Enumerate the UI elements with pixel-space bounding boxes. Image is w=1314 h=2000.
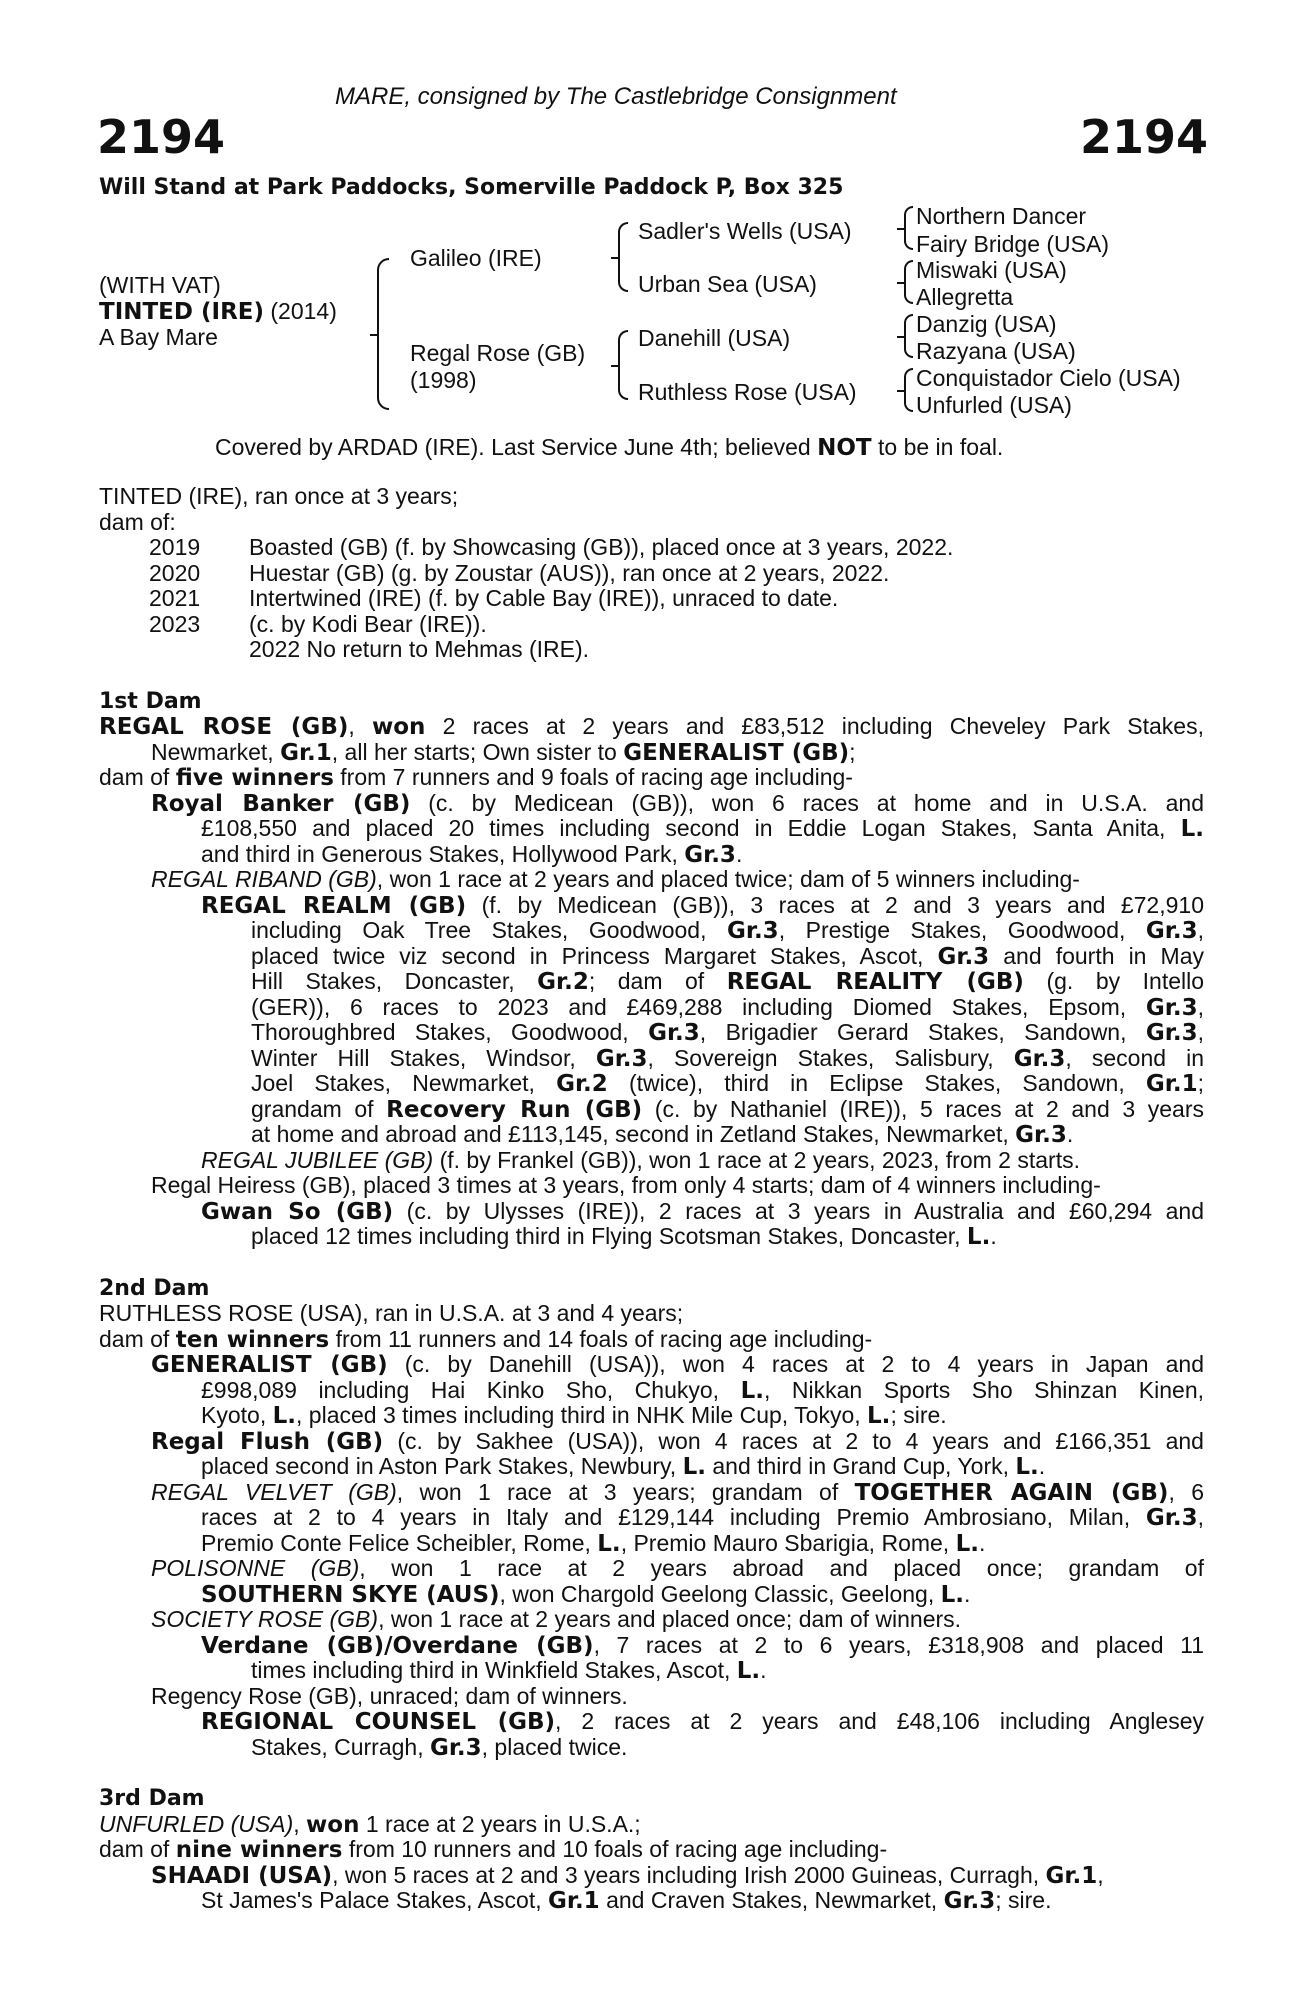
first-dam-line xyxy=(99,740,1204,766)
text: , Sovereign Stakes, Salisbury, xyxy=(647,1044,1014,1071)
covered-not: NOT xyxy=(817,435,872,461)
second-dam-line: RUTHLESS ROSE (USA), ran in U.S.A. at 3 and 4 years; xyxy=(99,1300,684,1326)
text: ; sire. xyxy=(890,1402,947,1428)
grade: L. xyxy=(597,1530,621,1557)
sep: , xyxy=(293,1810,307,1837)
sire-name: Galileo (IRE) xyxy=(410,245,542,271)
second-dam-line xyxy=(99,1327,1204,1353)
grade: Gr.3 xyxy=(1013,1045,1066,1072)
text: Thoroughbred Stakes, Goodwood, xyxy=(251,1019,649,1045)
gwan-so-line xyxy=(99,1199,1204,1225)
text: . xyxy=(735,840,743,867)
text: (GER)), 6 races to 2023 and £469,288 including Diomed Stakes, Epsom, xyxy=(251,993,1146,1020)
covered-note xyxy=(215,435,1003,462)
regal-realm-line xyxy=(99,944,1204,970)
text: , won 1 race at 3 years; grandam of xyxy=(396,1478,855,1505)
grade: Gr.3 xyxy=(1145,1505,1198,1531)
regal-flush-line xyxy=(99,1429,1204,1455)
text: . xyxy=(1038,1453,1046,1479)
grade: Gr.3 xyxy=(727,918,779,944)
gen4-northern-dancer: Northern Dancer xyxy=(916,203,1087,229)
text: (c. by Ulysses (IRE)), 2 races at 3 years in Australia and £60,294 and xyxy=(393,1197,1204,1224)
horse-name: REGIONAL COUNSEL (GB) xyxy=(201,1709,556,1735)
text: , xyxy=(1197,993,1204,1020)
grade: L. xyxy=(955,1530,979,1557)
text: Winter Hill Stakes, Windsor, xyxy=(251,1044,596,1071)
produce-text: 2022 No return to Mehmas (IRE). xyxy=(249,636,590,662)
grade: L. xyxy=(682,1454,706,1480)
produce-entry xyxy=(99,586,1204,612)
text: dam of xyxy=(99,764,176,790)
text: £998,089 including Hai Kinko Sho, Chukyo, xyxy=(201,1376,741,1403)
regal-realm-line xyxy=(99,893,1204,919)
polisonne-line xyxy=(99,1582,1204,1608)
text: . xyxy=(1066,1121,1074,1147)
covered-text: Covered by ARDAD (IRE). Last Service June 4th; believed xyxy=(215,434,818,460)
grade: L. xyxy=(867,1403,891,1429)
grade: L. xyxy=(1015,1454,1039,1480)
royal-banker-line xyxy=(99,791,1204,817)
grade: L. xyxy=(940,1581,965,1608)
text: , won 5 races at 2 and 3 years including Irish 2000 Guineas, Curragh, xyxy=(332,1861,1046,1888)
stand-location: Will Stand at Park Paddocks, Somerville Paddock P, Box 325 xyxy=(99,175,844,200)
first-dam-heading: 1st Dam xyxy=(99,688,202,714)
gen4-unfurled: Unfurled (USA) xyxy=(916,392,1072,418)
gen4-conquistador-cielo: Conquistador Cielo (USA) xyxy=(916,365,1181,391)
text: grandam of xyxy=(251,1095,387,1122)
text: from 11 runners and 14 foals of racing age including- xyxy=(329,1325,873,1352)
grade: Gr.3 xyxy=(943,1888,996,1914)
text: Newmarket, xyxy=(151,738,281,765)
text: ; dam of xyxy=(588,968,727,994)
text: , won 1 race at 2 years abroad and placed once; grandam of xyxy=(359,1555,1204,1581)
regal-realm-line xyxy=(99,1097,1204,1123)
dam-name: UNFURLED (USA) xyxy=(99,1810,294,1837)
won: won xyxy=(306,1811,360,1838)
second-dam-heading: 2nd Dam xyxy=(99,1275,210,1301)
grade: Gr.3 xyxy=(1145,918,1198,944)
catalogue-body xyxy=(99,484,1204,1914)
text: . xyxy=(990,1223,997,1249)
text: including Oak Tree Stakes, Goodwood, xyxy=(251,917,727,943)
regal-velvet-line xyxy=(99,1505,1204,1531)
text: (c. by Medicean (GB)), won 6 races at home and in U.S.A. and xyxy=(410,789,1204,816)
text: Kyoto, xyxy=(201,1402,273,1428)
grade: Gr.3 xyxy=(684,841,736,868)
text: Hill Stakes, Doncaster, xyxy=(251,968,538,994)
gen4-miswaki: Miswaki (USA) xyxy=(916,257,1067,283)
generalist-line xyxy=(99,1378,1204,1404)
regal-realm-line xyxy=(99,918,1204,944)
horse-name: REGAL VELVET (GB) xyxy=(151,1478,397,1505)
text: and third in Grand Cup, York, xyxy=(705,1453,1016,1479)
text: dam of xyxy=(99,1836,176,1862)
text: (c. by Nathaniel (IRE)), 5 races at 2 and 3 years xyxy=(642,1095,1204,1122)
text: , Nikkan Sports Sho Shinzan Kinen, xyxy=(763,1376,1205,1403)
text: . xyxy=(964,1580,971,1607)
winners-count: nine winners xyxy=(175,1837,343,1863)
grade: Gr.3 xyxy=(429,1734,482,1761)
gen3-sadlers-wells: Sadler's Wells (USA) xyxy=(638,218,852,244)
grade: Gr.2 xyxy=(556,1071,608,1097)
produce-year: 2019 xyxy=(149,534,201,560)
grade: Gr.3 xyxy=(648,1020,700,1046)
grade: Gr.1 xyxy=(280,739,332,766)
brace-gen4-2 xyxy=(904,260,913,304)
text: , all her starts; Own sister to xyxy=(331,738,624,765)
regal-riband-line xyxy=(99,867,1204,893)
verdane-line xyxy=(99,1658,1204,1684)
text: , Brigadier Gerard Stakes, Sandown, xyxy=(699,1019,1146,1045)
regal-velvet-line xyxy=(99,1531,1204,1557)
winners-count: five winners xyxy=(175,765,334,791)
regal-realm-line xyxy=(99,1020,1204,1046)
produce-text: Huestar (GB) (g. by Zoustar (AUS)), ran once at 2 years, 2022. xyxy=(249,559,890,586)
text: Premio Conte Felice Scheibler, Rome, xyxy=(201,1529,598,1556)
text: ; xyxy=(1197,1070,1204,1096)
consignment-line: MARE, consigned by The Castlebridge Consignment xyxy=(335,83,897,110)
text: (f. by Medicean (GB)), 3 races at 2 and 3 years and £72,910 xyxy=(466,891,1204,918)
regional-counsel-line xyxy=(99,1709,1204,1735)
text: dam of xyxy=(99,1325,176,1352)
regal-realm-line xyxy=(99,1071,1204,1097)
horse-name: REGAL JUBILEE (GB) xyxy=(201,1146,434,1173)
grade: Gr.3 xyxy=(1145,994,1198,1021)
text: (c. by Sakhee (USA)), won 4 races at 2 to 4 years and £166,351 and xyxy=(383,1427,1204,1454)
horse-name: Recovery Run (GB) xyxy=(386,1096,643,1123)
text: from 7 runners and 9 foals of racing age including- xyxy=(333,764,853,790)
text: St James's Palace Stakes, Ascot, xyxy=(201,1887,548,1913)
horse-year: (2014) xyxy=(264,298,337,324)
text: . xyxy=(760,1657,767,1683)
regal-flush-line xyxy=(99,1454,1204,1480)
text: placed 12 times including third in Flying Scotsman Stakes, Doncaster, xyxy=(251,1223,967,1249)
text: (c. by Danehill (USA)), won 4 races at 2 to 4 years in Japan and xyxy=(387,1351,1204,1377)
produce-entry xyxy=(99,637,1204,663)
horse-name: Verdane (GB)/Overdane (GB) xyxy=(201,1632,594,1659)
produce-entry xyxy=(99,612,1204,638)
third-dam-line xyxy=(99,1812,1204,1838)
regal-jubilee-line xyxy=(99,1148,1204,1174)
text: Stakes, Curragh, xyxy=(251,1733,430,1760)
gen3-danehill: Danehill (USA) xyxy=(638,325,791,351)
horse-name-line xyxy=(99,299,337,326)
horse-name: TOGETHER AGAIN (GB) xyxy=(854,1479,1169,1506)
grade: L. xyxy=(272,1403,297,1429)
winners-count: ten winners xyxy=(175,1326,330,1353)
grade: L. xyxy=(1180,816,1204,842)
text: 2 races at 2 years and £83,512 including Cheveley Park Stakes, xyxy=(425,713,1204,739)
regal-realm-line xyxy=(99,1122,1204,1148)
text: . xyxy=(979,1529,986,1556)
grade: Gr.1 xyxy=(548,1888,600,1914)
regal-heiress-line: Regal Heiress (GB), placed 3 times at 3 years, from only 4 starts; dam of 4 winners including- xyxy=(151,1172,1101,1198)
verdane-line xyxy=(99,1633,1204,1659)
polisonne-line xyxy=(99,1556,1204,1582)
text: races at 2 to 4 years in Italy and £129,144 including Premio Ambrosiano, Milan, xyxy=(201,1504,1146,1530)
text: , xyxy=(1197,917,1204,943)
text: , Prestige Stakes, Goodwood, xyxy=(778,917,1146,943)
gen3-ruthless-rose: Ruthless Rose (USA) xyxy=(638,379,857,405)
brace-gen4-4 xyxy=(904,368,913,412)
horse-name: POLISONNE (GB) xyxy=(151,1555,360,1581)
text: and fourth in May xyxy=(989,942,1204,969)
text: ; xyxy=(849,738,856,765)
text: , won 1 race at 2 years and placed twice; dam of 5 winners including- xyxy=(376,866,1080,892)
brace-gen4-1 xyxy=(904,206,913,250)
society-rose-line xyxy=(99,1607,1204,1633)
text: , placed twice. xyxy=(481,1733,628,1760)
produce-year: 2023 xyxy=(149,610,201,637)
brace-gen4-3 xyxy=(904,314,913,358)
text: from 10 runners and 10 foals of racing age including- xyxy=(342,1836,888,1862)
gwan-so-line xyxy=(99,1224,1204,1250)
text: (twice), third in Eclipse Stakes, Sandown, xyxy=(607,1070,1146,1096)
horse-name: TINTED (IRE) xyxy=(99,299,264,325)
grade: L. xyxy=(736,1658,761,1684)
produce-entry xyxy=(99,561,1204,587)
produce-entry xyxy=(99,535,1204,561)
lot-number-left: 2194 xyxy=(97,110,226,164)
generalist-line xyxy=(99,1352,1204,1378)
horse-name: REGAL REALITY (GB) xyxy=(726,969,1024,995)
grade: L. xyxy=(740,1377,764,1404)
text: , won 1 race at 2 years and placed once; dam of winners. xyxy=(378,1606,962,1632)
horse-name: SOUTHERN SKYE (AUS) xyxy=(201,1581,500,1608)
generalist-line xyxy=(99,1403,1204,1429)
grade: Gr.1 xyxy=(1145,1071,1198,1097)
gen4-fairy-bridge: Fairy Bridge (USA) xyxy=(916,231,1109,257)
regal-realm-line xyxy=(99,995,1204,1021)
text: placed second in Aston Park Stakes, Newbury, xyxy=(201,1453,683,1479)
text: (f. by Frankel (GB)), won 1 race at 2 years, 2023, from 2 starts. xyxy=(433,1146,1080,1173)
produce-year: 2021 xyxy=(149,585,201,611)
horse-description: A Bay Mare xyxy=(99,324,218,350)
royal-banker-line xyxy=(99,816,1204,842)
horse-name: REGAL REALM (GB) xyxy=(201,892,467,919)
produce-dam-of: dam of: xyxy=(99,508,176,535)
horse-name: Regal Flush (GB) xyxy=(151,1428,384,1455)
horse-name: Royal Banker (GB) xyxy=(151,790,411,817)
third-dam-line xyxy=(99,1837,1204,1863)
text: , xyxy=(1097,1861,1104,1888)
text: , 7 races at 2 to 6 years, £318,908 and placed 11 xyxy=(593,1631,1204,1658)
dam-year: (1998) xyxy=(410,367,477,393)
text: , 6 xyxy=(1168,1478,1204,1505)
grade: Gr.3 xyxy=(1145,1020,1198,1046)
first-dam-line xyxy=(99,765,1204,791)
horse-name: Gwan So (GB) xyxy=(201,1198,394,1225)
vat-note: (WITH VAT) xyxy=(99,272,221,298)
text: at home and abroad and £113,145, second in Zetland Stakes, Newmarket, xyxy=(251,1121,1016,1147)
text: 1 race at 2 years in U.S.A.; xyxy=(359,1810,641,1837)
sep: , xyxy=(348,713,372,739)
dam-name: Regal Rose (GB) xyxy=(410,340,586,366)
regal-realm-line xyxy=(99,1046,1204,1072)
produce-text: Intertwined (IRE) (f. by Cable Bay (IRE)), unraced to date. xyxy=(249,585,839,611)
produce-year: 2020 xyxy=(149,559,201,586)
produce-text: (c. by Kodi Bear (IRE)). xyxy=(249,610,487,637)
text: , xyxy=(1197,1019,1204,1045)
gen4-danzig: Danzig (USA) xyxy=(916,311,1057,337)
gen3-urban-sea: Urban Sea (USA) xyxy=(638,271,817,297)
text: and third in Generous Stakes, Hollywood Park, xyxy=(201,840,685,867)
text: , placed 3 times including third in NHK Mile Cup, Tokyo, xyxy=(296,1402,868,1428)
text: , Premio Mauro Sbarigia, Rome, xyxy=(620,1529,956,1556)
horse-name: GENERALIST (GB) xyxy=(151,1352,388,1378)
text: Joel Stakes, Newmarket, xyxy=(251,1070,557,1096)
text: , won Chargold Geelong Classic, Geelong, xyxy=(499,1580,941,1607)
regal-realm-line xyxy=(99,969,1204,995)
regional-counsel-line xyxy=(99,1735,1204,1761)
shaadi-line xyxy=(99,1888,1204,1914)
third-dam-heading: 3rd Dam xyxy=(99,1786,205,1811)
text: placed twice viz second in Princess Margaret Stakes, Ascot, xyxy=(251,942,938,969)
text: £108,550 and placed 20 times including second in Eddie Logan Stakes, Santa Anita, xyxy=(201,815,1181,841)
gen4-razyana: Razyana (USA) xyxy=(916,338,1076,364)
grade: L. xyxy=(966,1224,991,1250)
grade: Gr.3 xyxy=(937,943,990,970)
grade: Gr.2 xyxy=(537,969,589,995)
grade: Gr.3 xyxy=(1015,1122,1067,1148)
grade: Gr.1 xyxy=(1045,1862,1098,1889)
horse-name: SHAADI (USA) xyxy=(151,1862,333,1889)
regal-velvet-line xyxy=(99,1480,1204,1506)
royal-banker-line xyxy=(99,842,1204,868)
text: , xyxy=(1197,1504,1204,1530)
text: (g. by Intello xyxy=(1023,968,1205,994)
text: and Craven Stakes, Newmarket, xyxy=(599,1887,944,1913)
dam-name: REGAL ROSE (GB) xyxy=(99,714,349,740)
text: ; sire. xyxy=(995,1887,1052,1913)
brace-gen3-bottom xyxy=(618,330,628,400)
produce-text: Boasted (GB) (f. by Showcasing (GB)), placed once at 3 years, 2022. xyxy=(249,534,954,560)
horse-name: GENERALIST (GB) xyxy=(623,739,850,766)
text: , 2 races at 2 years and £48,106 including Anglesey xyxy=(555,1708,1204,1734)
brace-gen3-top xyxy=(618,222,628,292)
shaadi-line xyxy=(99,1863,1204,1889)
lot-number-right: 2194 xyxy=(1080,110,1209,164)
horse-name: REGAL RIBAND (GB) xyxy=(151,866,377,892)
grade: Gr.3 xyxy=(595,1045,648,1072)
gen4-allegretta: Allegretta xyxy=(916,284,1014,310)
first-dam-line xyxy=(99,714,1204,740)
produce-intro: TINTED (IRE), ran once at 3 years; xyxy=(99,483,459,509)
regency-rose-line: Regency Rose (GB), unraced; dam of winners. xyxy=(151,1682,628,1709)
horse-name: SOCIETY ROSE (GB) xyxy=(151,1606,379,1632)
text: times including third in Winkfield Stakes, Ascot, xyxy=(251,1657,737,1683)
brace-dam-sire xyxy=(377,258,389,410)
covered-text-end: to be in foal. xyxy=(871,434,1004,460)
text: , second in xyxy=(1065,1044,1204,1071)
won: won xyxy=(371,714,426,740)
